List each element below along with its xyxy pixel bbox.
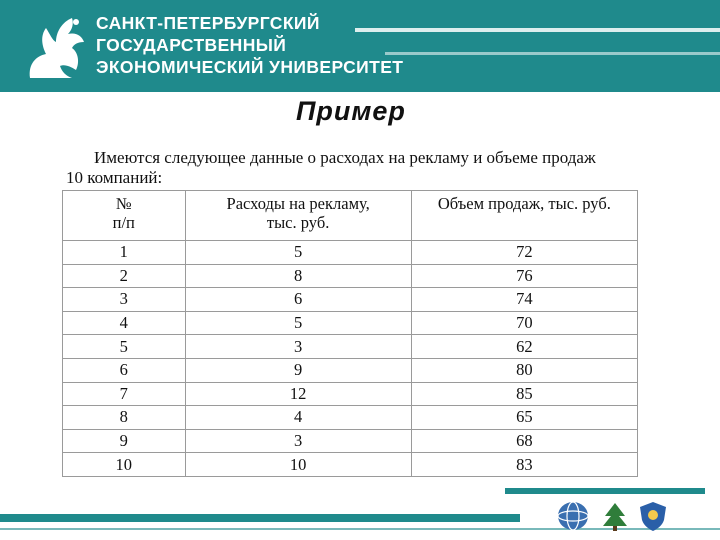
cell-ad-spend: 6 xyxy=(185,288,411,312)
cell-number: 1 xyxy=(63,241,186,265)
intro-line-1: Имеются следующее данные о расходах на рекламу и объеме продаж xyxy=(94,148,596,167)
header-ad-spend xyxy=(185,191,411,241)
cell-ad-spend: 4 xyxy=(185,406,411,430)
table-row xyxy=(63,453,638,477)
tree-emblem-icon xyxy=(598,500,632,532)
header-number xyxy=(63,191,186,241)
cell-sales: 72 xyxy=(411,241,637,265)
header-ad-spend-line-2: тыс. руб. xyxy=(266,213,330,232)
cell-sales: 62 xyxy=(411,335,637,359)
cell-sales: 76 xyxy=(411,264,637,288)
cell-ad-spend: 10 xyxy=(185,453,411,477)
cell-ad-spend: 5 xyxy=(185,311,411,335)
table-row xyxy=(63,335,638,359)
table-row xyxy=(63,288,638,312)
cell-number: 4 xyxy=(63,311,186,335)
cell-number: 7 xyxy=(63,382,186,406)
intro-text xyxy=(66,148,656,188)
cell-number: 10 xyxy=(63,453,186,477)
university-name xyxy=(96,12,426,78)
globe-emblem-icon xyxy=(556,500,590,532)
cell-sales: 80 xyxy=(411,358,637,382)
data-table xyxy=(62,190,638,477)
cell-sales: 85 xyxy=(411,382,637,406)
intro-line-2: 10 компаний: xyxy=(66,168,163,187)
university-name-line-2: ГОСУДАРСТВЕННЫЙ xyxy=(96,35,287,55)
header-sales xyxy=(411,191,637,241)
university-name-line-3: ЭКОНОМИЧЕСКИЙ УНИВЕРСИТЕТ xyxy=(96,57,404,77)
header-ad-spend-line-1: Расходы на рекламу, xyxy=(226,194,370,213)
header-sales-line-1: Объем продаж, тыс. руб. xyxy=(437,194,611,213)
table-row xyxy=(63,241,638,265)
table-row xyxy=(63,382,638,406)
table-header-row xyxy=(63,191,638,241)
griffin-logo-icon xyxy=(22,12,90,82)
slide-title: Пример xyxy=(296,96,406,126)
table-row xyxy=(63,406,638,430)
cell-ad-spend: 5 xyxy=(185,241,411,265)
cell-number: 9 xyxy=(63,429,186,453)
cell-number: 2 xyxy=(63,264,186,288)
cell-ad-spend: 8 xyxy=(185,264,411,288)
footer-bar-main xyxy=(0,514,520,522)
table-row xyxy=(63,429,638,453)
cell-ad-spend: 3 xyxy=(185,429,411,453)
table-row xyxy=(63,311,638,335)
cell-sales: 74 xyxy=(411,288,637,312)
cell-sales: 65 xyxy=(411,406,637,430)
header-number-line-2: п/п xyxy=(112,213,135,232)
cell-sales: 70 xyxy=(411,311,637,335)
university-name-line-1: САНКТ-ПЕТЕРБУРГСКИЙ xyxy=(96,13,320,33)
cell-ad-spend: 3 xyxy=(185,335,411,359)
cell-sales: 83 xyxy=(411,453,637,477)
header-number-line-1: № xyxy=(115,194,132,213)
cell-number: 8 xyxy=(63,406,186,430)
cell-number: 5 xyxy=(63,335,186,359)
table-row xyxy=(63,358,638,382)
shield-emblem-icon xyxy=(636,500,670,532)
cell-number: 3 xyxy=(63,288,186,312)
cell-sales: 68 xyxy=(411,429,637,453)
header-stripe-secondary xyxy=(385,52,720,55)
header-band xyxy=(0,0,720,92)
cell-ad-spend: 9 xyxy=(185,358,411,382)
cell-ad-spend: 12 xyxy=(185,382,411,406)
table-row xyxy=(63,264,638,288)
footer-bar-top xyxy=(505,488,705,494)
cell-number: 6 xyxy=(63,358,186,382)
